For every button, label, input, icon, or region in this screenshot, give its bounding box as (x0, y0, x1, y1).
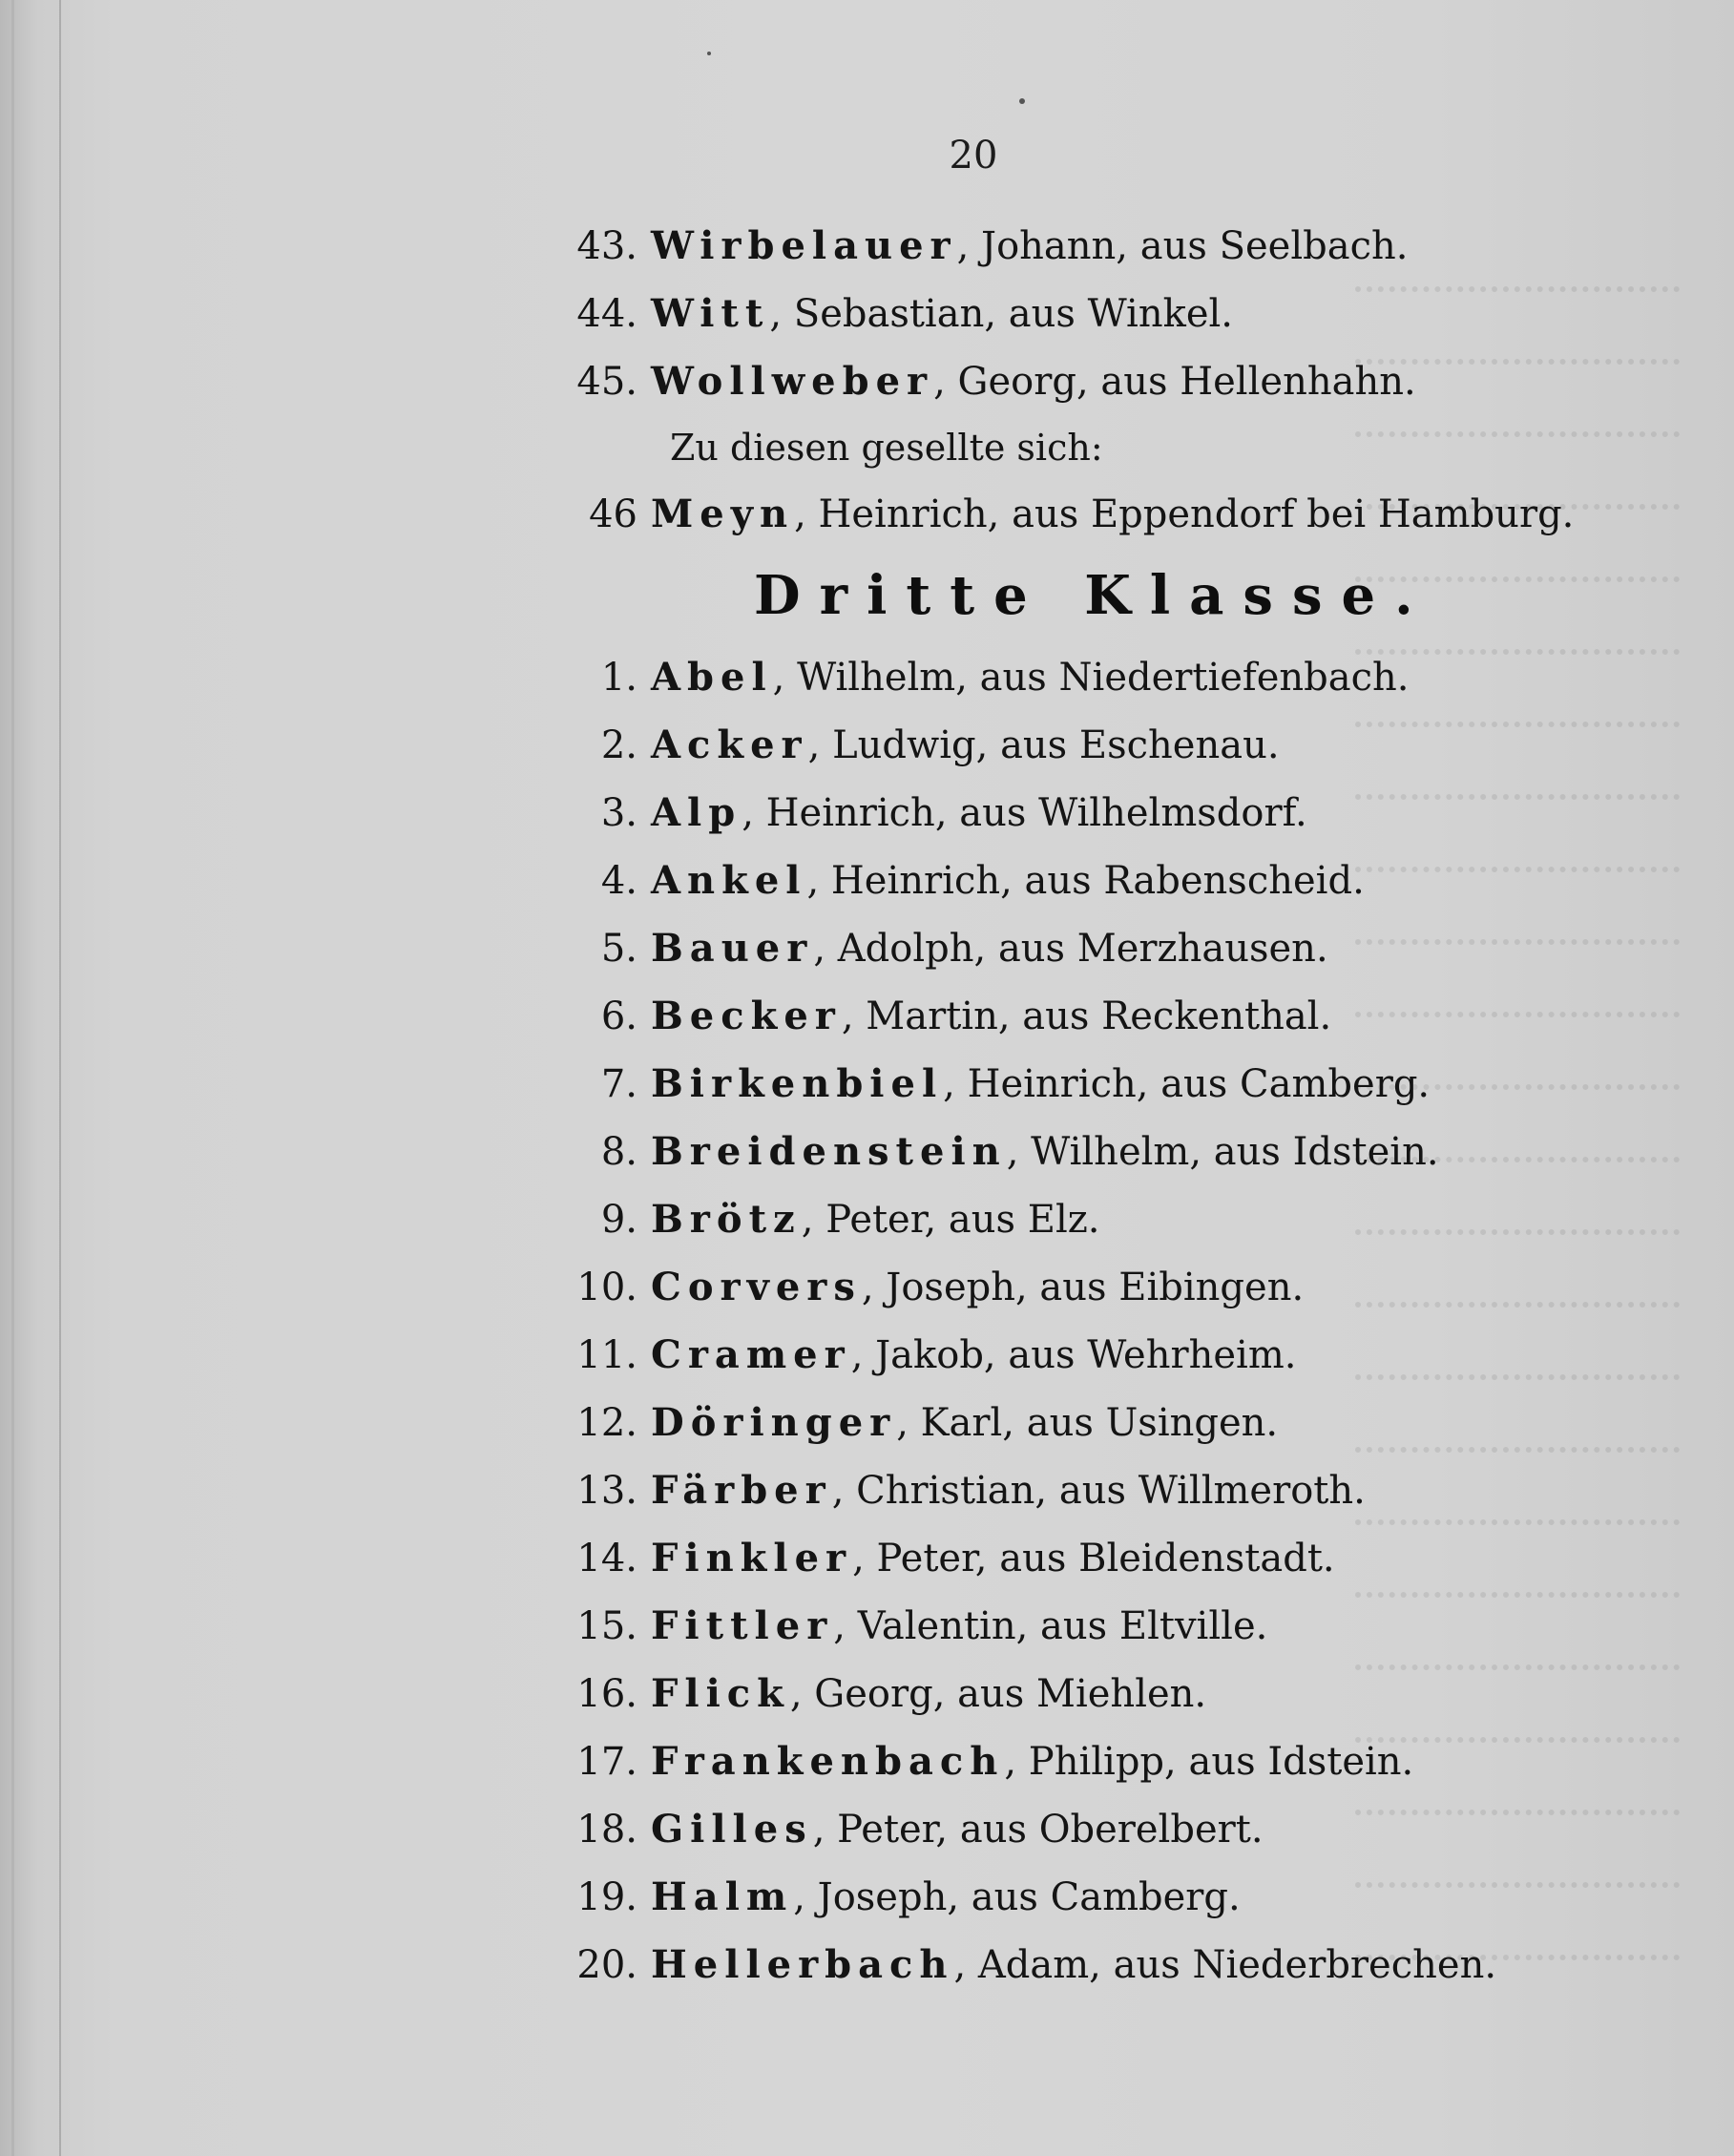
entry-details: , Ludwig, aus Eschenau. (807, 723, 1280, 767)
entry-details: , Adam, aus Niederbrechen. (953, 1943, 1497, 1987)
list-item (515, 1863, 1546, 1931)
entry-number: 10. (576, 1266, 637, 1309)
interstitial-note: Zu diesen gesellte sich: (670, 427, 1103, 469)
entry-surname: Alp (651, 790, 742, 835)
entry-surname: Flick (651, 1671, 790, 1716)
entry-details: , Heinrich, aus Rabenscheid. (806, 859, 1365, 903)
list-item (515, 847, 1546, 914)
list-item (515, 1727, 1546, 1795)
entry-number: 4. (600, 859, 637, 903)
list-item (515, 1389, 1546, 1456)
list-item (515, 1185, 1546, 1253)
entry-details: , Heinrich, aus Camberg. (943, 1062, 1431, 1106)
list-item (515, 1524, 1546, 1592)
entry-details: , Heinrich, aus Wilhelmsdorf. (742, 791, 1307, 835)
entry-surname: Cramer (651, 1332, 851, 1377)
entry-details: , Sebastian, aus Winkel. (769, 292, 1233, 336)
page-fold-line (59, 0, 61, 2156)
entry-details: , Joseph, aus Eibingen. (861, 1266, 1305, 1309)
list-item (515, 212, 1546, 280)
entry-number: 2. (600, 723, 637, 767)
entry-details: , Christian, aus Willmeroth. (831, 1469, 1366, 1513)
entry-number: 3. (600, 791, 637, 835)
entry-number: 44. (576, 292, 637, 336)
list-item (515, 347, 1546, 415)
entry-surname: Fittler (651, 1603, 834, 1648)
entry-number: 18. (576, 1808, 637, 1852)
list-item (515, 1321, 1546, 1389)
entry-number: 17. (576, 1740, 637, 1784)
entry-details: , Jakob, aus Wehrheim. (850, 1333, 1297, 1377)
entry-details: , Karl, aus Usingen. (896, 1401, 1279, 1445)
list-item (515, 280, 1546, 347)
list-item (515, 1050, 1546, 1118)
entry-details: , Heinrich, aus Eppendorf bei Hamburg. (794, 492, 1575, 536)
entry-details: , Wilhelm, aus Niedertiefenbach. (772, 656, 1410, 700)
entry-details: , Peter, aus Bleidenstadt. (852, 1537, 1335, 1580)
entry-details: , Valentin, aus Eltville. (833, 1604, 1268, 1648)
entry-surname: Breidenstein (651, 1129, 1007, 1174)
entry-surname: Färber (651, 1468, 832, 1513)
list-item (515, 779, 1546, 847)
entry-number: 8. (600, 1130, 637, 1174)
entry-number: 9. (600, 1198, 637, 1242)
entry-number: 19. (576, 1875, 637, 1919)
entry-details: , Johann, aus Seelbach. (956, 224, 1409, 268)
entry-surname: Wirbelauer (651, 223, 957, 268)
name-list (515, 212, 1575, 1999)
ink-speck (707, 52, 711, 55)
entry-surname: Döringer (651, 1400, 897, 1445)
entry-surname: Hellerbach (651, 1942, 954, 1987)
list-item (515, 1795, 1546, 1863)
entry-details: , Peter, aus Elz. (801, 1198, 1100, 1242)
list-item (515, 643, 1546, 711)
entry-surname: Corvers (651, 1265, 862, 1309)
section-heading: Dritte Klasse. (754, 564, 1432, 627)
entry-surname: Witt (651, 291, 770, 336)
entry-details: , Adolph, aus Merzhausen. (813, 927, 1328, 971)
page-number: 20 (949, 134, 998, 178)
entry-number: 15. (576, 1604, 637, 1648)
entry-surname: Meyn (651, 492, 795, 536)
entry-details: , Wilhelm, aus Idstein. (1006, 1130, 1439, 1174)
list-item (515, 1118, 1546, 1185)
entry-details: , Joseph, aus Camberg. (793, 1875, 1241, 1919)
entry-number: 7. (600, 1062, 637, 1106)
entry-number: 11. (576, 1333, 637, 1377)
entry-surname: Acker (651, 722, 808, 767)
list-item (515, 1253, 1546, 1321)
entry-surname: Finkler (651, 1536, 853, 1580)
entry-details: , Martin, aus Reckenthal. (841, 994, 1332, 1038)
entry-surname: Wollweber (651, 359, 934, 404)
entry-surname: Birkenbiel (651, 1061, 944, 1106)
list-item (515, 1592, 1546, 1660)
entry-number: 45. (576, 360, 637, 404)
entry-number: 5. (600, 927, 637, 971)
entry-surname: Frankenbach (651, 1739, 1005, 1784)
entry-number: 46 (589, 492, 637, 536)
entry-number: 16. (576, 1672, 637, 1716)
list-item (515, 914, 1546, 982)
entry-surname: Brötz (651, 1197, 802, 1242)
list-item (515, 982, 1546, 1050)
entry-number: 20. (576, 1943, 637, 1987)
entry-number: 13. (576, 1469, 637, 1513)
entry-surname: Halm (651, 1874, 794, 1919)
list-item (515, 1456, 1546, 1524)
ink-speck (1019, 98, 1025, 104)
list-item (515, 1660, 1546, 1727)
entry-number: 1. (600, 656, 637, 700)
entry-details: , Philipp, aus Idstein. (1004, 1740, 1414, 1784)
entry-number: 6. (600, 994, 637, 1038)
list-item (515, 1931, 1546, 1999)
entry-surname: Ankel (651, 858, 807, 903)
entry-surname: Gilles (651, 1807, 813, 1852)
entry-details: , Peter, aus Oberelbert. (812, 1808, 1264, 1852)
list-item (515, 480, 1575, 548)
list-item (515, 711, 1546, 779)
entry-surname: Abel (651, 655, 773, 700)
entry-details: , Georg, aus Miehlen. (789, 1672, 1207, 1716)
entry-details: , Georg, aus Hellenhahn. (933, 360, 1416, 404)
entry-number: 14. (576, 1537, 637, 1580)
entry-surname: Becker (651, 994, 842, 1038)
page-edge-shadow (11, 0, 14, 2156)
entry-surname: Bauer (651, 926, 814, 971)
entry-number: 12. (576, 1401, 637, 1445)
entry-number: 43. (576, 224, 637, 268)
